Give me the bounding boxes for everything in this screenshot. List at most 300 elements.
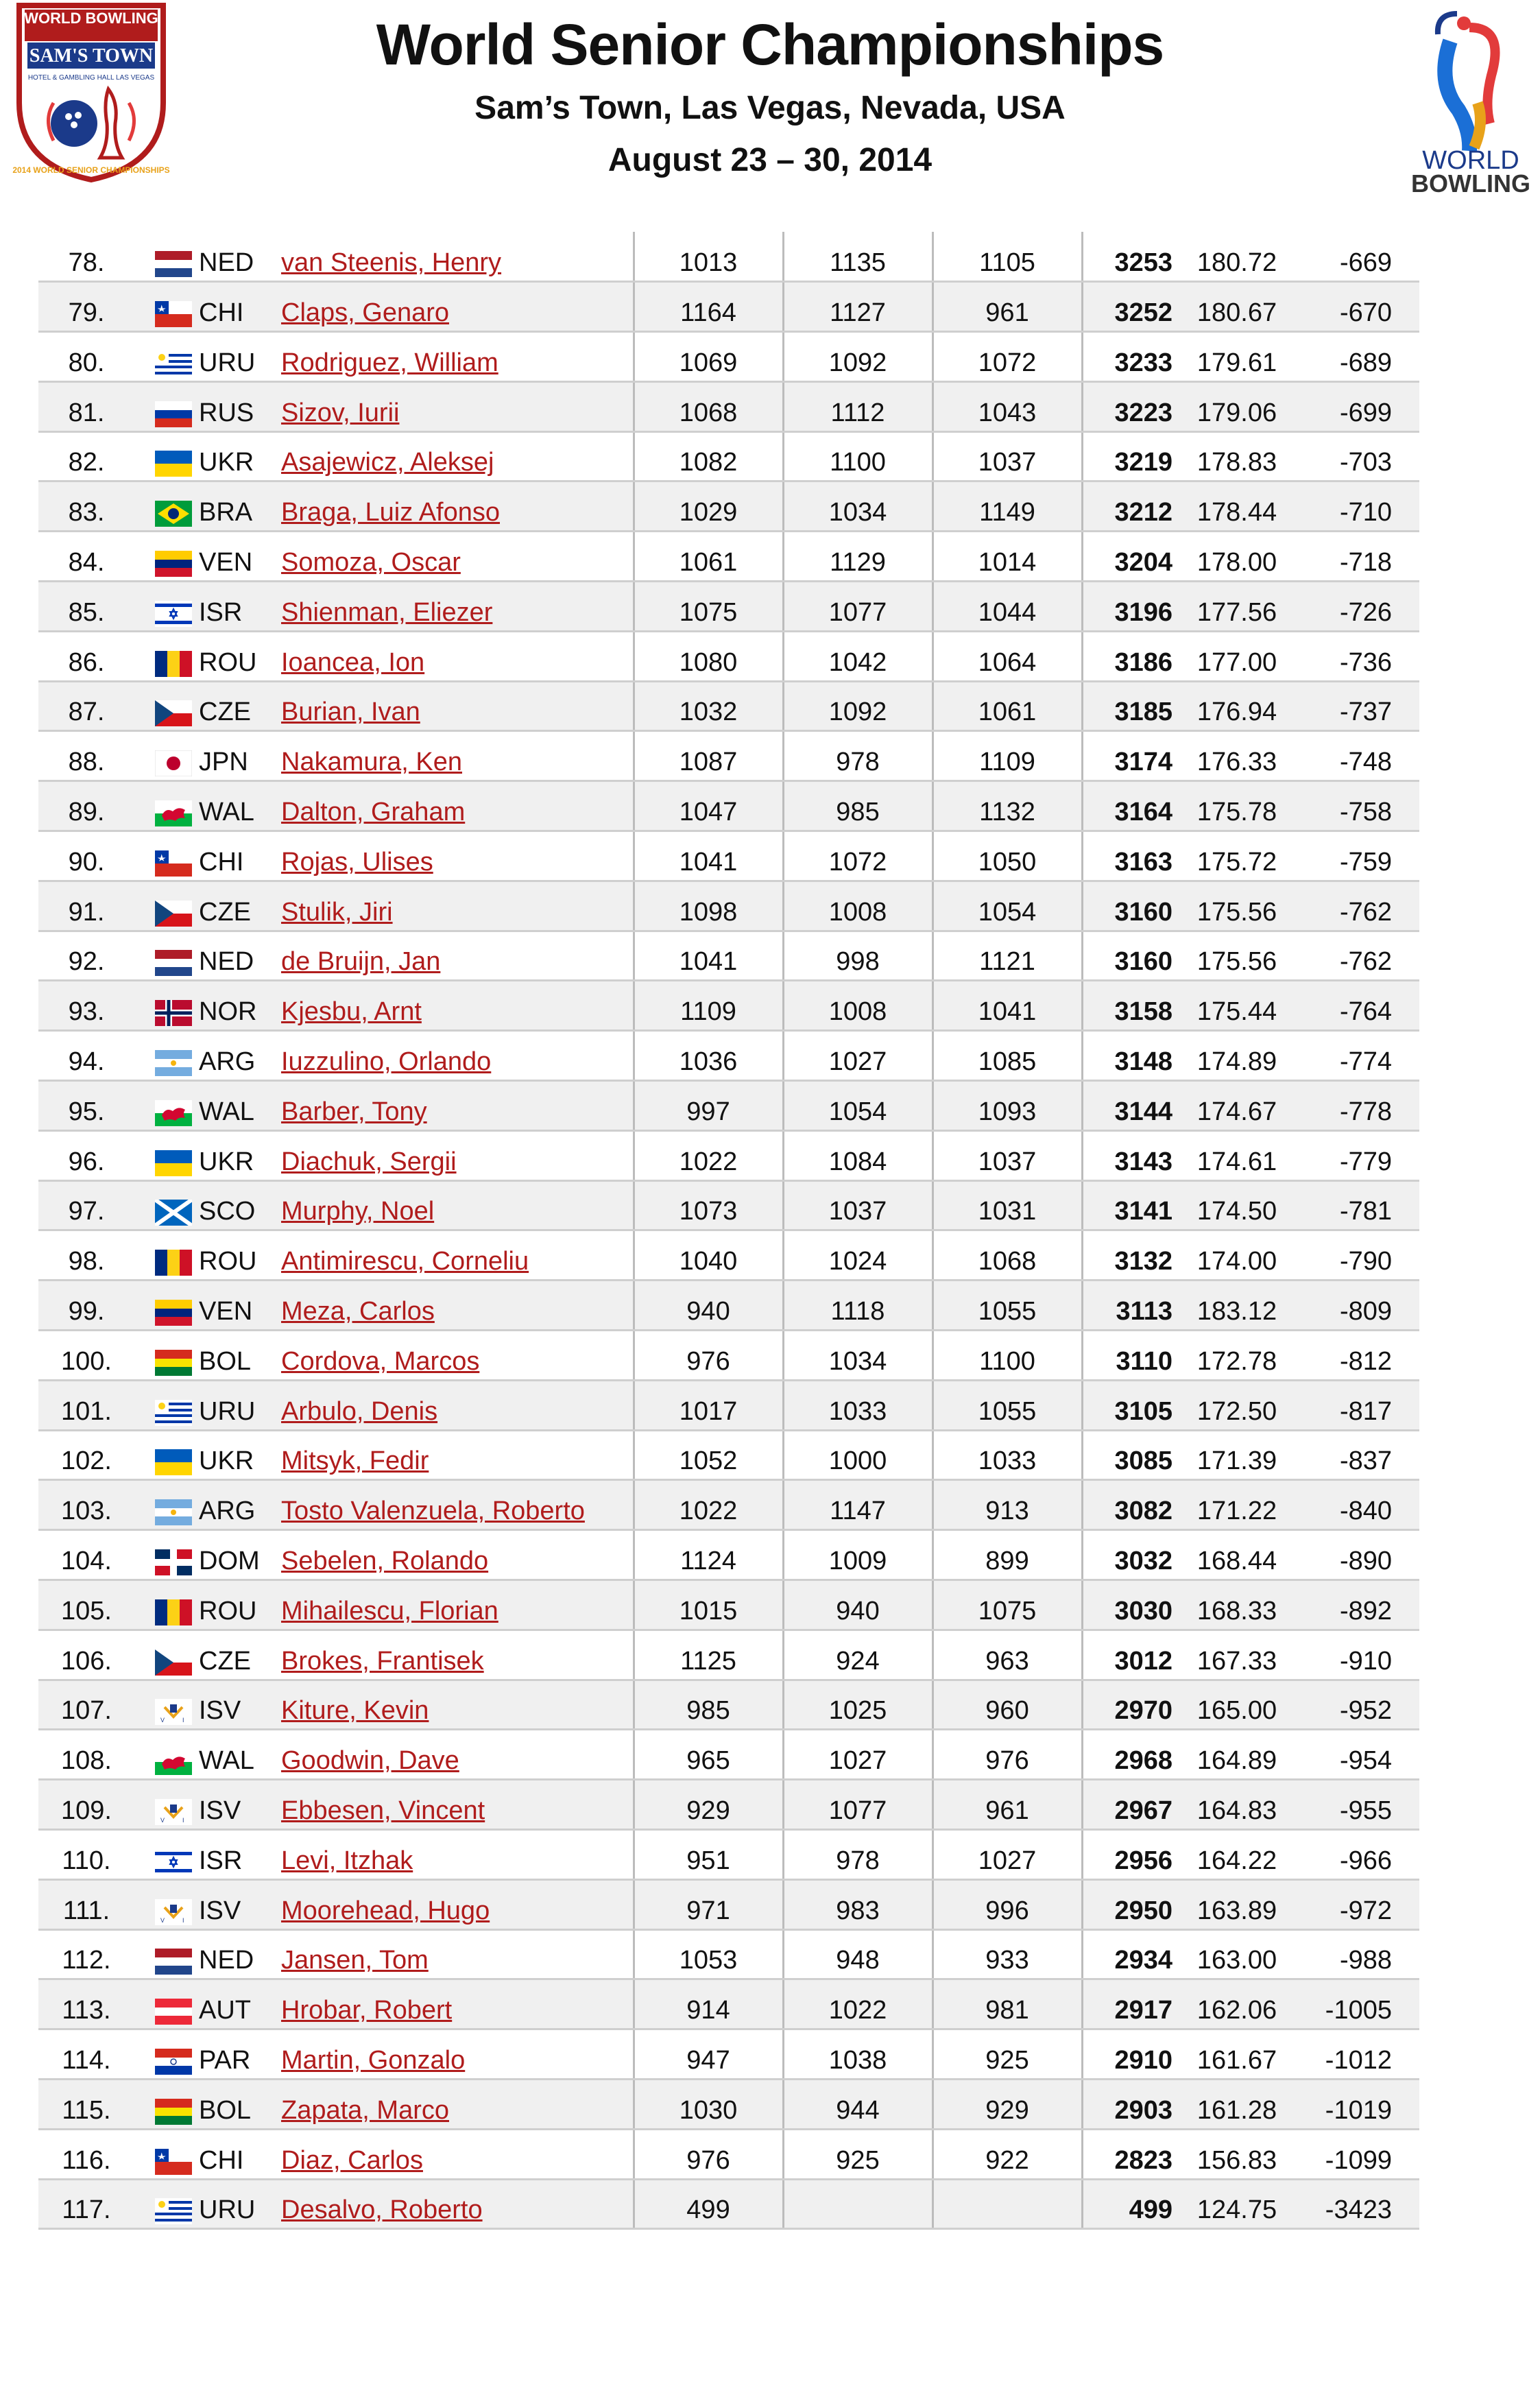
game-3-cell: 913 xyxy=(933,1480,1082,1530)
table-row xyxy=(38,931,1419,981)
cze-flag-icon xyxy=(155,1649,192,1676)
rank-cell: 80. xyxy=(38,332,134,382)
rank-cell: 89. xyxy=(38,781,134,831)
game-2-cell: 1008 xyxy=(783,981,933,1031)
player-name-link[interactable]: de Bruijn, Jan xyxy=(281,947,441,977)
flag-cell xyxy=(134,881,199,931)
player-name-link[interactable]: Diaz, Carlos xyxy=(281,2145,423,2175)
difference-cell: -699 xyxy=(1296,381,1419,431)
player-name-cell xyxy=(281,2179,634,2229)
difference-cell: -812 xyxy=(1296,1331,1419,1381)
game-3-cell: 1044 xyxy=(933,582,1082,632)
player-name-link[interactable]: Tosto Valenzuela, Roberto xyxy=(281,1497,585,1526)
total-cell: 2903 xyxy=(1082,2079,1178,2129)
game-2-cell: 978 xyxy=(783,731,933,781)
rank-cell: 87. xyxy=(38,681,134,731)
player-name-link[interactable]: Hrobar, Robert xyxy=(281,1996,453,2025)
player-name-link[interactable]: Claps, Genaro xyxy=(281,298,450,328)
total-cell: 3148 xyxy=(1082,1031,1178,1081)
ukr-flag-icon xyxy=(155,1449,192,1475)
page-title: World Senior Championships xyxy=(376,12,1164,77)
total-cell: 3252 xyxy=(1082,282,1178,332)
game-1-cell: 1069 xyxy=(634,332,783,382)
player-name-link[interactable]: Goodwin, Dave xyxy=(281,1746,459,1776)
player-name-link[interactable]: Stulik, Jiri xyxy=(281,897,393,927)
difference-cell: -790 xyxy=(1296,1230,1419,1281)
game-1-cell: 965 xyxy=(634,1730,783,1780)
logo-left-middle: SAM'S TOWN xyxy=(29,45,154,67)
game-1-cell: 1068 xyxy=(634,381,783,431)
country-code-cell: JPN xyxy=(199,731,281,781)
nor-flag-icon xyxy=(155,1000,192,1026)
game-3-cell xyxy=(933,2179,1082,2229)
player-name-cell xyxy=(281,332,634,382)
player-name-cell xyxy=(281,731,634,781)
player-name-cell xyxy=(281,1430,634,1480)
difference-cell: -1005 xyxy=(1296,1979,1419,2029)
svg-text:I: I xyxy=(182,1816,184,1824)
game-1-cell: 1164 xyxy=(634,282,783,332)
player-name-link[interactable]: Dalton, Graham xyxy=(281,798,466,827)
ukr-flag-icon xyxy=(155,451,192,477)
rank-cell: 97. xyxy=(38,1180,134,1230)
difference-cell: -710 xyxy=(1296,481,1419,532)
game-3-cell: 1043 xyxy=(933,381,1082,431)
game-1-cell: 1022 xyxy=(634,1480,783,1530)
flag-cell xyxy=(134,582,199,632)
logo-right-line1: WORLD xyxy=(1422,146,1519,175)
difference-cell: -1099 xyxy=(1296,2129,1419,2179)
game-2-cell: 1129 xyxy=(783,532,933,582)
game-3-cell: 996 xyxy=(933,1879,1082,1929)
game-2-cell: 948 xyxy=(783,1929,933,1979)
page-header xyxy=(0,0,1540,219)
game-2-cell: 983 xyxy=(783,1879,933,1929)
flag-cell xyxy=(134,931,199,981)
rank-cell: 83. xyxy=(38,481,134,532)
cze-flag-icon xyxy=(155,901,192,927)
flag-cell xyxy=(134,631,199,681)
game-2-cell: 1033 xyxy=(783,1380,933,1430)
total-cell: 3144 xyxy=(1082,1081,1178,1131)
flag-cell xyxy=(134,282,199,332)
total-cell: 3233 xyxy=(1082,332,1178,382)
player-name-cell xyxy=(281,431,634,481)
table-row xyxy=(38,232,1419,282)
game-3-cell: 963 xyxy=(933,1630,1082,1680)
flag-cell xyxy=(134,1929,199,1979)
player-name-link[interactable]: Burian, Ivan xyxy=(281,698,420,727)
player-name-cell xyxy=(281,1979,634,2029)
rank-cell: 94. xyxy=(38,1031,134,1081)
table-row xyxy=(38,731,1419,781)
rank-cell: 107. xyxy=(38,1680,134,1730)
player-name-link[interactable]: Rojas, Ulises xyxy=(281,847,433,877)
title-block xyxy=(0,7,1540,187)
game-3-cell: 1109 xyxy=(933,731,1082,781)
game-1-cell: 976 xyxy=(634,2129,783,2179)
country-code-cell: SCO xyxy=(199,1180,281,1230)
table-row xyxy=(38,831,1419,881)
total-cell: 3223 xyxy=(1082,381,1178,431)
country-code-cell: UKR xyxy=(199,431,281,481)
game-2-cell: 1022 xyxy=(783,1979,933,2029)
player-name-cell xyxy=(281,1081,634,1131)
game-3-cell: 929 xyxy=(933,2079,1082,2129)
game-3-cell: 1037 xyxy=(933,1130,1082,1180)
country-code-cell: DOM xyxy=(199,1530,281,1580)
player-name-cell xyxy=(281,481,634,532)
difference-cell: -1019 xyxy=(1296,2079,1419,2129)
game-1-cell: 1061 xyxy=(634,532,783,582)
player-name-link[interactable]: Arbulo, Denis xyxy=(281,1396,438,1426)
game-2-cell: 1054 xyxy=(783,1081,933,1131)
player-name-link[interactable]: Kjesbu, Arnt xyxy=(281,997,422,1027)
player-name-link[interactable]: Martin, Gonzalo xyxy=(281,2045,466,2075)
flag-cell xyxy=(134,431,199,481)
rou-flag-icon xyxy=(155,651,192,677)
player-name-cell xyxy=(281,1879,634,1929)
game-1-cell: 499 xyxy=(634,2179,783,2229)
chi-flag-icon xyxy=(155,2149,192,2175)
player-name-link[interactable]: Levi, Itzhak xyxy=(281,1846,413,1875)
average-cell: 172.78 xyxy=(1178,1331,1296,1381)
rank-cell: 79. xyxy=(38,282,134,332)
logo-left-arc: 2014 WORLD SENIOR CHAMPIONSHIPS xyxy=(12,165,170,175)
game-1-cell: 1124 xyxy=(634,1530,783,1580)
game-1-cell: 1073 xyxy=(634,1180,783,1230)
game-2-cell: 1034 xyxy=(783,481,933,532)
game-1-cell: 1075 xyxy=(634,582,783,632)
game-2-cell: 998 xyxy=(783,931,933,981)
country-code-cell: ROU xyxy=(199,631,281,681)
table-row xyxy=(38,1979,1419,2029)
total-cell: 3186 xyxy=(1082,631,1178,681)
game-1-cell: 929 xyxy=(634,1780,783,1830)
country-code-cell: AUT xyxy=(199,1979,281,2029)
player-name-link[interactable]: Nakamura, Ken xyxy=(281,748,463,777)
average-cell: 177.56 xyxy=(1178,582,1296,632)
player-name-link[interactable]: van Steenis, Henry xyxy=(281,248,502,278)
table-row xyxy=(38,1031,1419,1081)
average-cell: 163.00 xyxy=(1178,1929,1296,1979)
difference-cell: -817 xyxy=(1296,1380,1419,1430)
total-cell: 3185 xyxy=(1082,681,1178,731)
player-name-link[interactable]: Zapata, Marco xyxy=(281,2095,449,2125)
aut-flag-icon xyxy=(155,1999,192,2025)
table-row xyxy=(38,1180,1419,1230)
game-3-cell: 976 xyxy=(933,1730,1082,1780)
chi-flag-icon xyxy=(155,301,192,327)
player-name-link[interactable]: Ioancea, Ion xyxy=(281,647,425,677)
average-cell: 171.39 xyxy=(1178,1430,1296,1480)
total-cell: 3132 xyxy=(1082,1230,1178,1281)
table-row xyxy=(38,1879,1419,1929)
average-cell: 164.22 xyxy=(1178,1830,1296,1880)
player-name-link[interactable]: Sebelen, Rolando xyxy=(281,1547,489,1576)
player-name-link[interactable]: Kiture, Kevin xyxy=(281,1696,429,1726)
table-row xyxy=(38,582,1419,632)
country-code-cell: PAR xyxy=(199,2029,281,2080)
player-name-link[interactable]: Moorehead, Hugo xyxy=(281,1896,490,1925)
total-cell: 3212 xyxy=(1082,481,1178,532)
player-name-cell xyxy=(281,381,634,431)
total-cell: 3196 xyxy=(1082,582,1178,632)
total-cell: 3085 xyxy=(1082,1430,1178,1480)
country-code-cell: UKR xyxy=(199,1130,281,1180)
average-cell: 161.67 xyxy=(1178,2029,1296,2080)
wal-flag-icon xyxy=(155,1749,192,1775)
total-cell: 3105 xyxy=(1082,1380,1178,1430)
player-name-link[interactable]: Jansen, Tom xyxy=(281,1946,429,1975)
flag-cell xyxy=(134,1780,199,1830)
game-1-cell: 1029 xyxy=(634,481,783,532)
player-name-link[interactable]: Barber, Tony xyxy=(281,1097,427,1126)
player-name-cell xyxy=(281,831,634,881)
difference-cell: -892 xyxy=(1296,1580,1419,1630)
rank-cell: 103. xyxy=(38,1480,134,1530)
game-2-cell: 1092 xyxy=(783,332,933,382)
player-name-link[interactable]: Braga, Luiz Afonso xyxy=(281,498,500,527)
uru-flag-icon xyxy=(155,351,192,377)
player-name-link[interactable]: Antimirescu, Corneliu xyxy=(281,1247,529,1276)
country-code-cell: NED xyxy=(199,931,281,981)
average-cell: 175.56 xyxy=(1178,931,1296,981)
game-3-cell: 1075 xyxy=(933,1580,1082,1630)
game-1-cell: 1030 xyxy=(634,2079,783,2129)
country-code-cell: URU xyxy=(199,1380,281,1430)
difference-cell: -954 xyxy=(1296,1730,1419,1780)
game-1-cell: 1052 xyxy=(634,1430,783,1480)
game-3-cell: 1061 xyxy=(933,681,1082,731)
table-row xyxy=(38,2129,1419,2179)
country-code-cell: CZE xyxy=(199,1630,281,1680)
game-3-cell: 922 xyxy=(933,2129,1082,2179)
table-row xyxy=(38,1580,1419,1630)
game-1-cell: 1017 xyxy=(634,1380,783,1430)
game-2-cell: 1025 xyxy=(783,1680,933,1730)
total-cell: 3174 xyxy=(1082,731,1178,781)
game-1-cell: 951 xyxy=(634,1830,783,1880)
game-2-cell xyxy=(783,2179,933,2229)
player-name-link[interactable]: Meza, Carlos xyxy=(281,1297,435,1326)
player-name-cell xyxy=(281,1730,634,1780)
player-name-cell xyxy=(281,931,634,981)
game-1-cell: 1053 xyxy=(634,1929,783,1979)
player-name-link[interactable]: Iuzzulino, Orlando xyxy=(281,1047,492,1077)
game-1-cell: 1109 xyxy=(634,981,783,1031)
player-name-cell xyxy=(281,1680,634,1730)
rank-cell: 114. xyxy=(38,2029,134,2080)
player-name-cell xyxy=(281,2079,634,2129)
total-cell: 3204 xyxy=(1082,532,1178,582)
difference-cell: -736 xyxy=(1296,631,1419,681)
player-name-link[interactable]: Rodriguez, William xyxy=(281,348,498,377)
game-3-cell: 1027 xyxy=(933,1830,1082,1880)
average-cell: 180.72 xyxy=(1178,232,1296,282)
player-name-link[interactable]: Murphy, Noel xyxy=(281,1197,435,1226)
player-name-link[interactable]: Mitsyk, Fedir xyxy=(281,1446,429,1476)
total-cell: 3160 xyxy=(1082,931,1178,981)
table-row xyxy=(38,1081,1419,1131)
flag-cell xyxy=(134,2129,199,2179)
game-3-cell: 981 xyxy=(933,1979,1082,2029)
average-cell: 183.12 xyxy=(1178,1281,1296,1331)
player-name-link[interactable]: Diachuk, Sergii xyxy=(281,1147,457,1176)
total-cell: 2934 xyxy=(1082,1929,1178,1979)
average-cell: 180.67 xyxy=(1178,282,1296,332)
rank-cell: 81. xyxy=(38,381,134,431)
player-name-link[interactable]: Desalvo, Roberto xyxy=(281,2195,483,2225)
average-cell: 174.89 xyxy=(1178,1031,1296,1081)
game-1-cell: 1015 xyxy=(634,1580,783,1630)
average-cell: 174.67 xyxy=(1178,1081,1296,1131)
average-cell: 179.61 xyxy=(1178,332,1296,382)
rank-cell: 86. xyxy=(38,631,134,681)
average-cell: 176.33 xyxy=(1178,731,1296,781)
player-name-link[interactable]: Ebbesen, Vincent xyxy=(281,1796,485,1825)
player-name-cell xyxy=(281,1630,634,1680)
difference-cell: -758 xyxy=(1296,781,1419,831)
table-row xyxy=(38,681,1419,731)
total-cell: 2970 xyxy=(1082,1680,1178,1730)
page-date: August 23 – 30, 2014 xyxy=(607,142,933,178)
table-row xyxy=(38,1630,1419,1680)
flag-cell xyxy=(134,532,199,582)
country-code-cell: ARG xyxy=(199,1480,281,1530)
ven-flag-icon xyxy=(155,551,192,577)
player-name-cell xyxy=(281,1230,634,1281)
total-cell: 3110 xyxy=(1082,1331,1178,1381)
table-row xyxy=(38,1130,1419,1180)
country-code-cell: BRA xyxy=(199,481,281,532)
ven-flag-icon xyxy=(155,1300,192,1326)
difference-cell: -703 xyxy=(1296,431,1419,481)
bol-flag-icon xyxy=(155,1350,192,1376)
rank-cell: 105. xyxy=(38,1580,134,1630)
total-cell: 3143 xyxy=(1082,1130,1178,1180)
player-name-link[interactable]: Sizov, Iurii xyxy=(281,398,400,427)
player-name-cell xyxy=(281,282,634,332)
table-row xyxy=(38,1929,1419,1979)
difference-cell: -689 xyxy=(1296,332,1419,382)
country-code-cell: ISR xyxy=(199,582,281,632)
wal-flag-icon xyxy=(155,1100,192,1126)
country-code-cell: ARG xyxy=(199,1031,281,1081)
total-cell: 3082 xyxy=(1082,1480,1178,1530)
country-code-cell: VEN xyxy=(199,532,281,582)
country-code-cell: NED xyxy=(199,1929,281,1979)
table-row xyxy=(38,2029,1419,2080)
game-1-cell: 1082 xyxy=(634,431,783,481)
rank-cell: 95. xyxy=(38,1081,134,1131)
standings-rows xyxy=(38,232,1419,2229)
average-cell: 177.00 xyxy=(1178,631,1296,681)
isv-flag-icon xyxy=(155,1799,192,1825)
rank-cell: 93. xyxy=(38,981,134,1031)
average-cell: 175.78 xyxy=(1178,781,1296,831)
game-1-cell: 1022 xyxy=(634,1130,783,1180)
player-name-link[interactable]: Cordova, Marcos xyxy=(281,1346,480,1376)
table-row xyxy=(38,1830,1419,1880)
game-2-cell: 925 xyxy=(783,2129,933,2179)
country-code-cell: BOL xyxy=(199,1331,281,1381)
rank-cell: 85. xyxy=(38,582,134,632)
game-3-cell: 1064 xyxy=(933,631,1082,681)
country-code-cell: VEN xyxy=(199,1281,281,1331)
average-cell: 165.00 xyxy=(1178,1680,1296,1730)
bol-flag-icon xyxy=(155,2099,192,2125)
game-3-cell: 899 xyxy=(933,1530,1082,1580)
dom-flag-icon xyxy=(155,1549,192,1575)
game-1-cell: 1080 xyxy=(634,631,783,681)
rank-cell: 108. xyxy=(38,1730,134,1780)
player-name-cell xyxy=(281,1929,634,1979)
rus-flag-icon xyxy=(155,401,192,427)
average-cell: 171.22 xyxy=(1178,1480,1296,1530)
average-cell: 175.56 xyxy=(1178,881,1296,931)
total-cell: 2917 xyxy=(1082,1979,1178,2029)
player-name-link[interactable]: Somoza, Oscar xyxy=(281,548,461,577)
difference-cell: -809 xyxy=(1296,1281,1419,1331)
cze-flag-icon xyxy=(155,700,192,726)
country-code-cell: CHI xyxy=(199,831,281,881)
total-cell: 3032 xyxy=(1082,1530,1178,1580)
game-2-cell: 1072 xyxy=(783,831,933,881)
flag-cell xyxy=(134,1730,199,1780)
player-name-link[interactable]: Asajewicz, Aleksej xyxy=(281,448,494,477)
sco-flag-icon xyxy=(155,1200,192,1226)
player-name-link[interactable]: Brokes, Frantisek xyxy=(281,1646,484,1676)
player-name-link[interactable]: Shienman, Eliezer xyxy=(281,597,493,627)
player-name-cell xyxy=(281,681,634,731)
game-3-cell: 1105 xyxy=(933,232,1082,282)
difference-cell: -737 xyxy=(1296,681,1419,731)
rank-cell: 98. xyxy=(38,1230,134,1281)
svg-text:I: I xyxy=(182,1916,184,1924)
rank-cell: 91. xyxy=(38,881,134,931)
average-cell: 174.61 xyxy=(1178,1130,1296,1180)
game-2-cell: 978 xyxy=(783,1830,933,1880)
difference-cell: -890 xyxy=(1296,1530,1419,1580)
chi-flag-icon xyxy=(155,850,192,877)
average-cell: 172.50 xyxy=(1178,1380,1296,1430)
player-name-cell xyxy=(281,532,634,582)
total-cell: 2950 xyxy=(1082,1879,1178,1929)
table-row xyxy=(38,332,1419,382)
game-2-cell: 1027 xyxy=(783,1730,933,1780)
game-2-cell: 1037 xyxy=(783,1180,933,1230)
country-code-cell: ROU xyxy=(199,1580,281,1630)
game-3-cell: 1085 xyxy=(933,1031,1082,1081)
player-name-cell xyxy=(281,1530,634,1580)
rank-cell: 109. xyxy=(38,1780,134,1830)
table-row xyxy=(38,1281,1419,1331)
total-cell: 3030 xyxy=(1082,1580,1178,1630)
flag-cell xyxy=(134,1430,199,1480)
rou-flag-icon xyxy=(155,1250,192,1276)
isv-flag-icon xyxy=(155,1699,192,1725)
game-3-cell: 1121 xyxy=(933,931,1082,981)
table-row xyxy=(38,481,1419,532)
table-row xyxy=(38,631,1419,681)
player-name-link[interactable]: Mihailescu, Florian xyxy=(281,1596,498,1625)
game-3-cell: 1149 xyxy=(933,481,1082,532)
country-code-cell: BOL xyxy=(199,2079,281,2129)
table-row xyxy=(38,2079,1419,2129)
average-cell: 175.44 xyxy=(1178,981,1296,1031)
average-cell: 168.33 xyxy=(1178,1580,1296,1630)
